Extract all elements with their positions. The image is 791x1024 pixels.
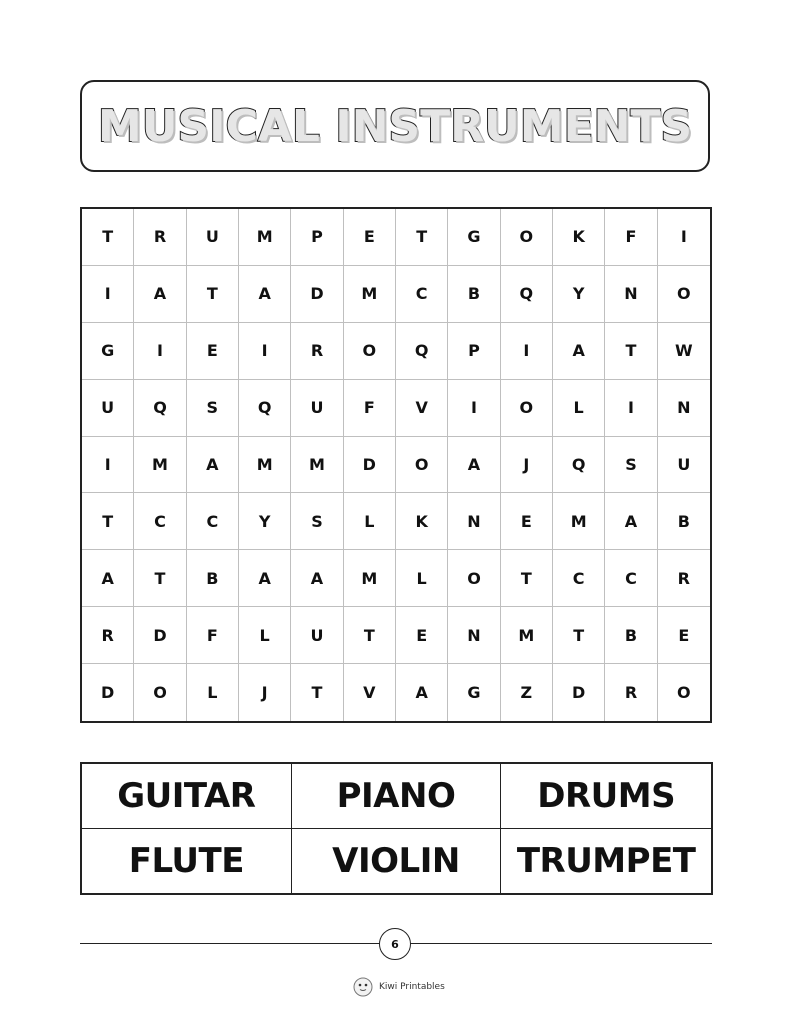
- grid-cell: S: [605, 437, 657, 494]
- grid-cell: T: [344, 607, 396, 664]
- grid-cell: M: [501, 607, 553, 664]
- word-list-item: VIOLIN: [292, 829, 502, 894]
- grid-cell: T: [396, 209, 448, 266]
- grid-cell: U: [291, 607, 343, 664]
- grid-cell: E: [344, 209, 396, 266]
- grid-cell: U: [291, 380, 343, 437]
- grid-cell: D: [344, 437, 396, 494]
- grid-cell: S: [291, 493, 343, 550]
- grid-cell: Q: [239, 380, 291, 437]
- brand: [352, 976, 445, 998]
- grid-cell: B: [605, 607, 657, 664]
- grid-cell: O: [677, 683, 691, 703]
- grid-cell: A: [239, 266, 291, 323]
- grid-cell: V: [396, 380, 448, 437]
- grid-cell: R: [291, 323, 343, 380]
- grid-cell: R: [82, 607, 134, 664]
- grid-cell: I: [134, 323, 186, 380]
- grid-cell: O: [448, 550, 500, 607]
- grid-cell: R: [658, 550, 710, 607]
- grid-cell: O: [501, 380, 553, 437]
- grid-cell: T: [605, 323, 657, 380]
- grid-cell: U: [82, 380, 134, 437]
- grid-cell: Y: [239, 493, 291, 550]
- grid-cell: Z: [501, 664, 553, 721]
- word-search-grid: [80, 207, 712, 723]
- grid-cell: K: [553, 209, 605, 266]
- grid-cell: L: [553, 380, 605, 437]
- grid-cell: Q: [501, 266, 553, 323]
- grid-cell: Q: [134, 380, 186, 437]
- word-list-item: DRUMS: [501, 764, 711, 829]
- grid-cell: Q: [396, 323, 448, 380]
- grid-cell: D: [134, 607, 186, 664]
- grid-cell: K: [396, 493, 448, 550]
- grid-cell: A: [448, 437, 500, 494]
- grid-cell: M: [291, 437, 343, 494]
- grid-cell: I: [658, 209, 710, 266]
- kiwi-logo-icon: [352, 976, 374, 998]
- grid-cell: A: [187, 437, 239, 494]
- grid-cell: M: [134, 437, 186, 494]
- grid-cell: B: [187, 550, 239, 607]
- grid-cell: I: [605, 380, 657, 437]
- grid-cell: N: [605, 266, 657, 323]
- grid-cell: N: [448, 607, 500, 664]
- word-list-item: GUITAR: [82, 764, 292, 829]
- word-list-item: TRUMPET: [516, 840, 696, 881]
- grid-cell: G: [448, 664, 500, 721]
- grid-cell: T: [82, 493, 134, 550]
- grid-cell: C: [187, 493, 239, 550]
- grid-cell: A: [396, 664, 448, 721]
- grid-cell: N: [448, 493, 500, 550]
- grid-cell: S: [187, 380, 239, 437]
- grid-cell: C: [605, 550, 657, 607]
- grid-cell: L: [344, 493, 396, 550]
- grid-cell: Q: [553, 437, 605, 494]
- grid-cell: M: [239, 209, 291, 266]
- grid-cell: D: [553, 664, 605, 721]
- grid-cell: P: [448, 323, 500, 380]
- grid-cell: I: [239, 323, 291, 380]
- brand-name: Kiwi Printables: [379, 982, 445, 992]
- grid-cell: L: [187, 664, 239, 721]
- page-number: 6: [379, 928, 411, 960]
- title-banner: [80, 80, 710, 172]
- grid-cell: E: [501, 493, 553, 550]
- grid-cell: U: [187, 209, 239, 266]
- grid-cell: I: [82, 266, 134, 323]
- grid-cell: M: [344, 266, 396, 323]
- grid-cell: D: [82, 664, 134, 721]
- grid-cell: C: [134, 493, 186, 550]
- page-title: MUSICAL INSTRUMENTS: [97, 100, 693, 152]
- grid-cell: M: [344, 550, 396, 607]
- grid-cell: T: [291, 664, 343, 721]
- grid-cell: F: [344, 380, 396, 437]
- grid-cell: M: [553, 493, 605, 550]
- grid-cell: I: [448, 380, 500, 437]
- grid-cell: E: [187, 323, 239, 380]
- grid-cell: V: [344, 664, 396, 721]
- grid-cell: U: [658, 437, 710, 494]
- grid-cell: Y: [553, 266, 605, 323]
- grid-cell: A: [82, 550, 134, 607]
- grid-cell: O: [344, 323, 396, 380]
- grid-cell: I: [82, 437, 134, 494]
- grid-cell: M: [239, 437, 291, 494]
- grid-cell: T: [553, 607, 605, 664]
- word-list-item: FLUTE: [82, 829, 292, 894]
- grid-cell: W: [658, 323, 710, 380]
- grid-cell: J: [501, 437, 553, 494]
- grid-cell: D: [291, 266, 343, 323]
- grid-cell: A: [605, 493, 657, 550]
- grid-cell: A: [291, 550, 343, 607]
- grid-cell: O: [658, 266, 710, 323]
- grid-cell: B: [448, 266, 500, 323]
- grid-cell: C: [396, 266, 448, 323]
- grid-cell: E: [396, 607, 448, 664]
- grid-cell: R: [134, 209, 186, 266]
- grid-cell: E: [658, 607, 710, 664]
- grid-cell: I: [501, 323, 553, 380]
- grid-cell: B: [658, 493, 710, 550]
- grid-cell: R: [605, 664, 657, 721]
- grid-cell: P: [291, 209, 343, 266]
- grid-cell: O: [134, 664, 186, 721]
- grid-cell: A: [239, 550, 291, 607]
- grid-cell: G: [448, 209, 500, 266]
- grid-cell: F: [187, 607, 239, 664]
- grid-cell: A: [553, 323, 605, 380]
- grid-cell: T: [134, 550, 186, 607]
- grid-cell: T: [501, 550, 553, 607]
- grid-cell: L: [239, 607, 291, 664]
- grid-cell: O: [396, 437, 448, 494]
- grid-cell: N: [658, 380, 710, 437]
- word-list-item: PIANO: [292, 764, 502, 829]
- grid-cell: G: [82, 323, 134, 380]
- word-list: [80, 762, 713, 895]
- grid-cell: T: [82, 209, 134, 266]
- grid-cell: A: [134, 266, 186, 323]
- grid-cell: J: [239, 664, 291, 721]
- grid-cell: O: [501, 209, 553, 266]
- grid-cell: T: [187, 266, 239, 323]
- grid-cell: C: [553, 550, 605, 607]
- grid-cell: F: [605, 209, 657, 266]
- grid-cell: L: [396, 550, 448, 607]
